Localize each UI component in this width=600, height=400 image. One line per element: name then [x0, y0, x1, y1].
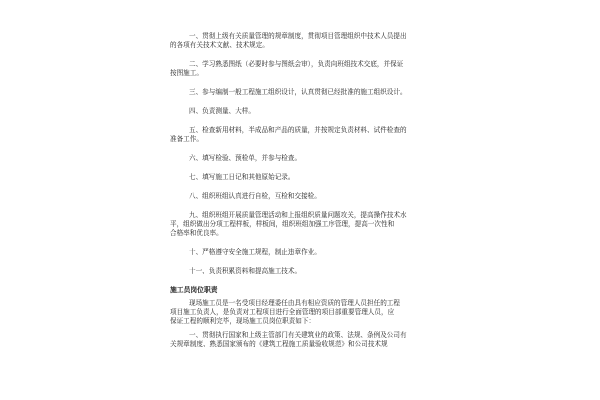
duty-line: 四、负责测量、大样。 [189, 107, 255, 115]
duty-line: 七、填写施工日记和其他原始记录。 [189, 173, 295, 181]
duty-line: 平，组织做出分项工程样板，样板间，组织班组加强工序管理，提高一次性和 [170, 220, 395, 228]
duty-line: 九、组织班组开展质量管理活动和上报组织质量问题攻关，提高操作技术水 [189, 211, 407, 219]
duty-line: 八、组织班组认真进行自检，互检和交接检。 [189, 192, 321, 200]
item-one-line: 关规章制度、熟悉国家颁布的《建筑工程施工质量验收规范》和公司技术规 [170, 340, 388, 348]
duty-line: 六、填写检验、预检单，并参与检查。 [189, 154, 302, 162]
duty-item-3 [170, 88, 435, 97]
intro-line: 项目施工负责人，是负责对工程项目进行全面管理的项目部重要管理人员，应 [170, 308, 395, 316]
duty-item-5 [170, 126, 435, 144]
duty-line: 准备工作。 [170, 135, 203, 143]
duty-item-7 [170, 173, 435, 182]
section-title: 施工员岗位职责 [170, 286, 218, 294]
intro-line: 现场施工员是一名受项目经理委任由具有相应资质的管理人员担任的工程 [189, 299, 400, 307]
intro-paragraph [170, 299, 435, 326]
duty-line: 合格率和优良率。 [170, 229, 223, 237]
duty-item-8 [170, 192, 435, 201]
duty-line: 一、贯彻上级有关质量管理的规章制度，贯彻项目管理组织中技术人员提出 [189, 32, 407, 40]
duty-item-10 [170, 248, 435, 257]
duty-line: 十一、负责积累资料和提高施工技术。 [189, 267, 302, 275]
item-one-paragraph [170, 331, 435, 349]
duty-line: 的各项有关技术文献、技术规定。 [170, 41, 269, 49]
intro-line: 保证工程的顺利完毕，现场施工员岗位职责如下： [170, 317, 316, 325]
duty-line: 十、严格遵守安全施工规程，制止违章作业。 [189, 248, 321, 256]
item-one-line: 一、贯彻执行国家和上级主管部门有关建筑业的政策、法规、条例及公司有 [189, 331, 407, 339]
duty-item-11 [170, 267, 435, 276]
duty-item-6 [170, 154, 435, 163]
duty-line: 按图施工。 [170, 69, 203, 77]
duty-line: 三、参与编制一般工程施工组织设计，认真贯彻已经批准的施工组织设计。 [189, 88, 407, 96]
duty-item-4 [170, 107, 435, 116]
duty-line: 二、学习熟悉图纸（必要时参与图纸会审），负责向班组技术交底，并保证 [189, 60, 404, 68]
duty-line: 五、检查新用材料，半成品和产品的质量，并按规定负责材料、试件检查的 [189, 126, 407, 134]
duty-item-9 [170, 211, 435, 238]
document-body [170, 32, 435, 349]
duty-item-1 [170, 32, 435, 50]
duty-item-2 [170, 60, 435, 78]
